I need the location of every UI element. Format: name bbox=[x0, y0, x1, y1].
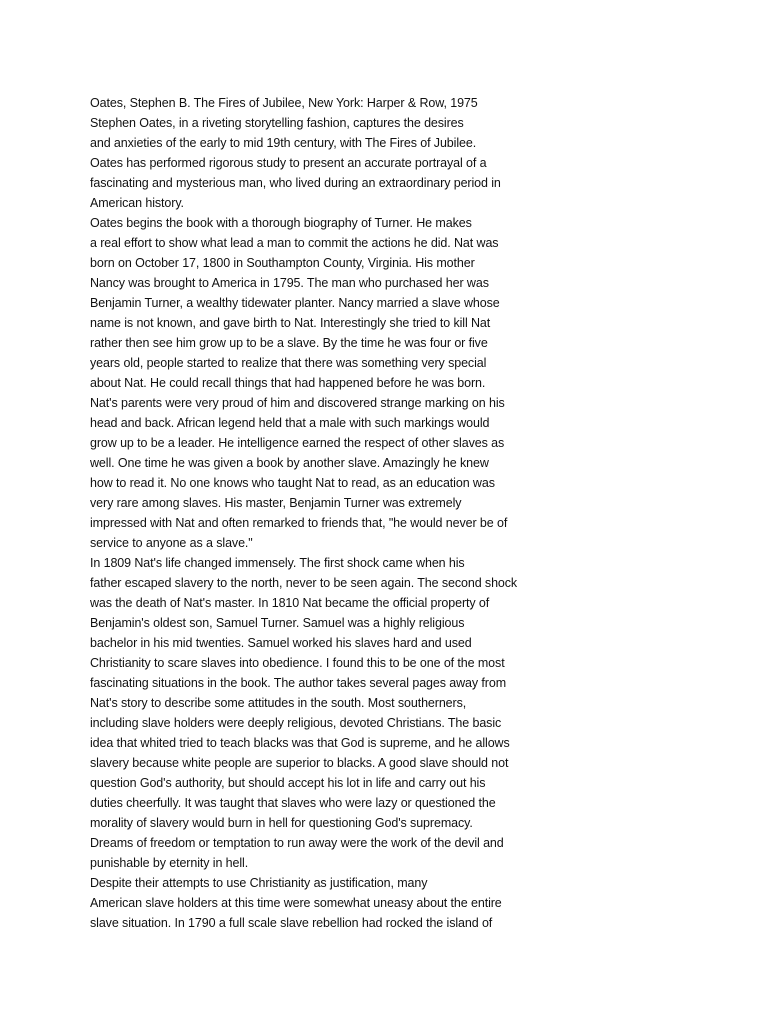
text-line: was the death of Nat's master. In 1810 Nat became the official property of bbox=[90, 596, 490, 610]
text-line: rather then see him grow up to be a slave. By the time he was four or five bbox=[90, 336, 488, 350]
text-line: slavery because white people are superior to blacks. A good slave should not bbox=[90, 756, 509, 770]
text-line: morality of slavery would burn in hell for questioning God's supremacy. bbox=[90, 816, 473, 830]
text-line: duties cheerfully. It was taught that slaves who were lazy or questioned the bbox=[90, 796, 496, 810]
text-line: idea that whited tried to teach blacks was that God is supreme, and he allows bbox=[90, 736, 510, 750]
text-line: grow up to be a leader. He intelligence earned the respect of other slaves as bbox=[90, 436, 505, 450]
text-line: Dreams of freedom or temptation to run away were the work of the devil and bbox=[90, 836, 504, 850]
text-line: service to anyone as a slave." bbox=[90, 536, 253, 550]
text-line: Stephen Oates, in a riveting storytelling fashion, captures the desires bbox=[90, 116, 464, 130]
text-line: years old, people started to realize that there was something very special bbox=[90, 356, 487, 370]
text-line: American slave holders at this time were somewhat uneasy about the entire bbox=[90, 896, 502, 910]
text-line: head and back. African legend held that a male with such markings would bbox=[90, 416, 490, 430]
text-line: name is not known, and gave birth to Nat. Interestingly she tried to kill Nat bbox=[90, 316, 491, 330]
text-line: question God's authority, but should accept his lot in life and carry out his bbox=[90, 776, 486, 790]
document-page bbox=[90, 93, 530, 933]
text-line: Oates begins the book with a thorough biography of Turner. He makes bbox=[90, 216, 472, 230]
text-line: Oates has performed rigorous study to present an accurate portrayal of a bbox=[90, 156, 487, 170]
text-line: born on October 17, 1800 in Southampton County, Virginia. His mother bbox=[90, 256, 475, 270]
text-line: fascinating and mysterious man, who lived during an extraordinary period in bbox=[90, 176, 501, 190]
text-line: Christianity to scare slaves into obedience. I found this to be one of the most bbox=[90, 656, 505, 670]
text-line: and anxieties of the early to mid 19th century, with The Fires of Jubilee. bbox=[90, 136, 477, 150]
text-line: Nat's parents were very proud of him and discovered strange marking on his bbox=[90, 396, 505, 410]
text-line: father escaped slavery to the north, never to be seen again. The second shock bbox=[90, 576, 518, 590]
text-line: Benjamin's oldest son, Samuel Turner. Samuel was a highly religious bbox=[90, 616, 465, 630]
text-line: punishable by eternity in hell. bbox=[90, 856, 249, 870]
text-line: American history. bbox=[90, 196, 184, 210]
text-line: very rare among slaves. His master, Benjamin Turner was extremely bbox=[90, 496, 462, 510]
text-line: about Nat. He could recall things that had happened before he was born. bbox=[90, 376, 486, 390]
text-line: Nancy was brought to America in 1795. The man who purchased her was bbox=[90, 276, 489, 290]
text-line: fascinating situations in the book. The author takes several pages away from bbox=[90, 676, 507, 690]
text-line: Benjamin Turner, a wealthy tidewater planter. Nancy married a slave whose bbox=[90, 296, 500, 310]
text-line: how to read it. No one knows who taught Nat to read, as an education was bbox=[90, 476, 495, 490]
text-line: Nat's story to describe some attitudes in the south. Most southerners, bbox=[90, 696, 467, 710]
text-line: bachelor in his mid twenties. Samuel worked his slaves hard and used bbox=[90, 636, 472, 650]
text-line: a real effort to show what lead a man to commit the actions he did. Nat was bbox=[90, 236, 499, 250]
text-line: including slave holders were deeply religious, devoted Christians. The basic bbox=[90, 716, 502, 730]
text-line: well. One time he was given a book by another slave. Amazingly he knew bbox=[90, 456, 489, 470]
citation-line: Oates, Stephen B. The Fires of Jubilee, New York: Harper & Row, 1975 bbox=[90, 96, 478, 110]
text-line: slave situation. In 1790 a full scale slave rebellion had rocked the island of bbox=[90, 916, 493, 930]
text-line: Despite their attempts to use Christianity as justification, many bbox=[90, 876, 428, 890]
text-line: impressed with Nat and often remarked to friends that, "he would never be of bbox=[90, 516, 508, 530]
text-line: In 1809 Nat's life changed immensely. The first shock came when his bbox=[90, 556, 465, 570]
